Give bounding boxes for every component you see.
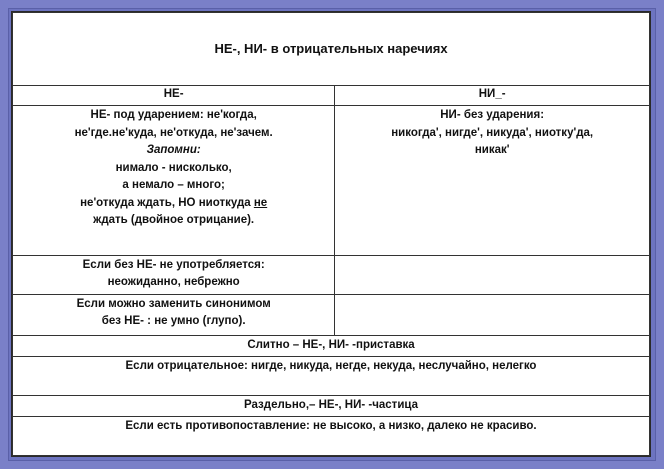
rule3-line2: без НЕ- : не умно (глупо).: [101, 315, 246, 328]
rule1-ni-line3: никак': [474, 144, 510, 157]
rule2-line2: неожиданно, небрежно: [107, 276, 240, 289]
rule3-ne-cell: [13, 294, 335, 335]
rule1-ne-line1: НЕ- под ударением: не'когда,: [90, 109, 257, 122]
rule2-ne-cell: [13, 255, 335, 294]
outer-frame: [8, 8, 656, 461]
rule1-contrast-part1: не'откуда ждать, НО ниоткуда: [80, 196, 254, 209]
rule-table-sheet: [11, 11, 651, 457]
rule1-example2: а немало – много;: [122, 179, 225, 192]
rule1-ne-cell: [13, 106, 335, 255]
section-separate-header: Раздельно,– НЕ-, НИ- -частица: [13, 395, 650, 416]
rule1-ni-cell: [335, 106, 650, 255]
rule1-contrast-line: [17, 195, 330, 213]
rule3-line1: Если можно заменить синонимом: [76, 297, 271, 310]
section-together-header: Слитно – НЕ-, НИ- -приставка: [13, 335, 650, 356]
rule1-ni-line1: НИ- без ударения:: [440, 109, 545, 122]
separate-example: Если есть противопоставление: не высоко, а низко, далеко не красиво.: [13, 416, 650, 455]
rules-table: [12, 12, 650, 456]
rule2-ni-cell-empty: [335, 255, 650, 294]
rule1-contrast-underlined: не: [253, 196, 268, 209]
rule1-example1: нимало - нисколько,: [115, 161, 232, 174]
rule1-ni-line2: никогда', нигде', никуда', ниотку'да,: [391, 126, 594, 139]
together-example: Если отрицательное: нигде, никуда, негде, некуда, неслучайно, нелегко: [13, 356, 650, 395]
rule1-contrast-part2: ждать (двойное отрицание).: [93, 214, 255, 227]
remember-label: Запомни:: [146, 144, 201, 157]
rule3-ni-cell-empty: [335, 294, 650, 335]
rule1-ne-line2: не'где.не'куда, не'откуда, не'зачем.: [74, 126, 273, 139]
rule2-line1: Если без НЕ- не употребляется:: [82, 258, 265, 271]
column-header-ni: НИ_-: [335, 86, 650, 106]
table-title: НЕ-, НИ- в отрицательных наречиях: [13, 13, 650, 86]
column-header-ne: НЕ-: [13, 86, 335, 106]
